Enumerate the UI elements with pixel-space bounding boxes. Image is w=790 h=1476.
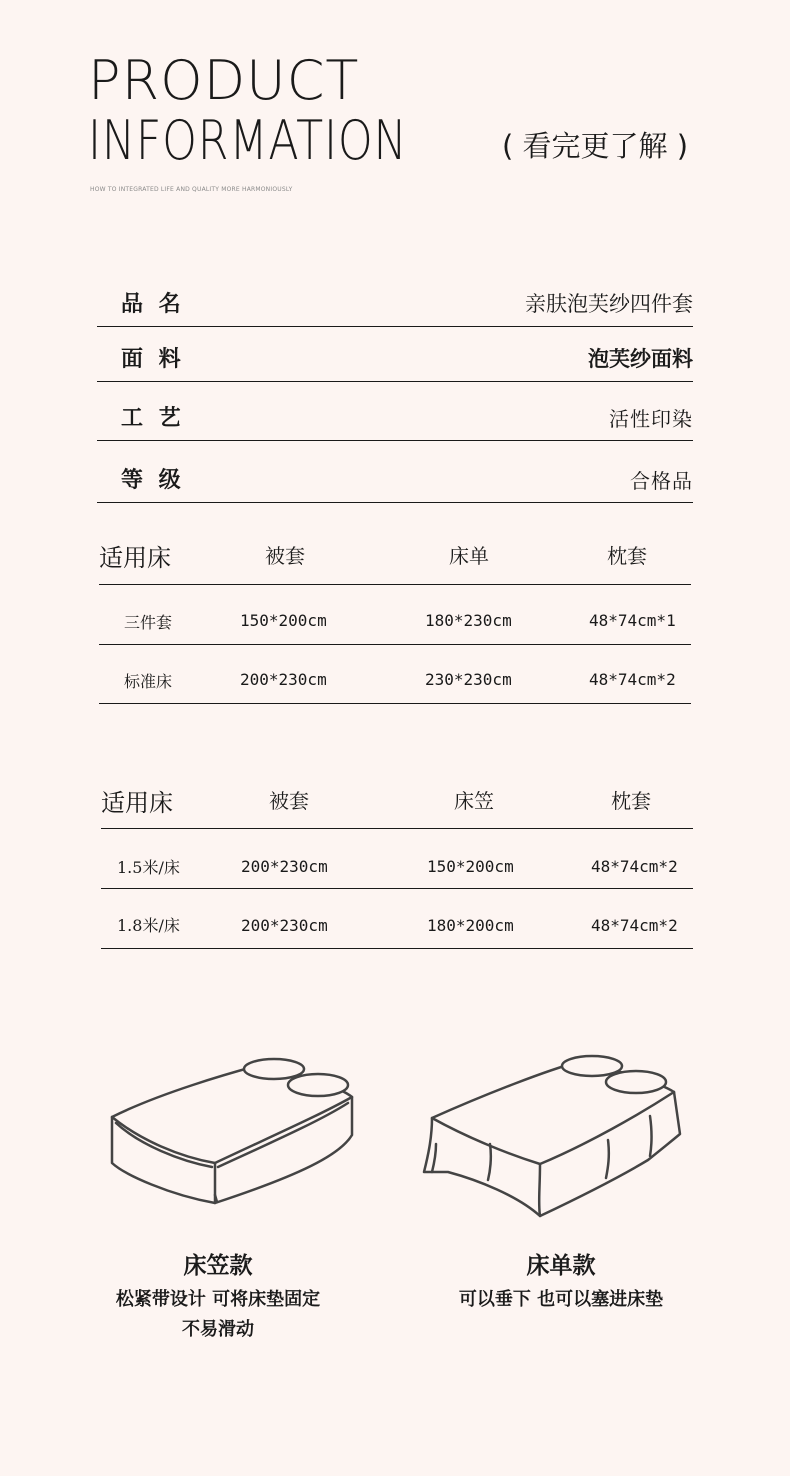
table-cell: 230*230cm	[425, 670, 512, 689]
table-divider	[99, 644, 691, 645]
table-divider	[101, 828, 693, 829]
table-header: 枕套	[607, 544, 647, 568]
table-cell: 标准床	[124, 672, 173, 691]
size-table-fitted	[101, 775, 693, 951]
table-cell: 三件套	[124, 613, 173, 632]
table-cell: 48*74cm*2	[591, 916, 678, 935]
fitted-sheet-bed-icon	[100, 1045, 370, 1215]
table-divider	[101, 888, 693, 889]
table-cell: 150*200cm	[427, 857, 514, 876]
table-header: 床单	[449, 544, 489, 568]
table-header: 被套	[265, 544, 305, 568]
info-value: 活性印染	[609, 407, 693, 431]
table-header: 适用床	[101, 789, 173, 817]
table-cell: 200*230cm	[240, 670, 327, 689]
table-header: 适用床	[99, 544, 171, 572]
info-label: 等 级	[121, 467, 185, 493]
flat-sheet-bed-icon	[418, 1048, 688, 1223]
info-value: 泡芙纱面料	[588, 346, 693, 371]
table-divider	[101, 948, 693, 949]
fitted-style-desc	[53, 1285, 383, 1345]
table-header: 枕套	[611, 789, 651, 813]
info-row-name	[97, 282, 693, 327]
table-cell: 200*230cm	[241, 916, 328, 935]
table-cell: 1.5米/床	[117, 858, 180, 877]
fitted-style-desc-line1: 松紧带设计 可将床垫固定	[115, 1289, 321, 1310]
table-cell: 200*230cm	[241, 857, 328, 876]
table-cell: 1.8米/床	[117, 916, 180, 935]
table-cell: 48*74cm*2	[589, 670, 676, 689]
size-table-sheet	[99, 530, 691, 706]
table-cell: 180*200cm	[427, 916, 514, 935]
table-header: 床笠	[454, 789, 494, 813]
info-value: 合格品	[630, 469, 693, 493]
table-divider	[99, 703, 691, 704]
title-information: INFORMATION	[88, 109, 408, 172]
info-label: 面 料	[121, 346, 185, 372]
info-row-grade	[97, 458, 693, 503]
table-divider	[99, 584, 691, 585]
info-value: 亲肤泡芙纱四件套	[525, 292, 693, 316]
fitted-style-title: 床笠款	[183, 1253, 253, 1279]
fitted-style-desc-line2: 不易滑动	[182, 1319, 254, 1340]
title-product: PRODUCT	[88, 49, 360, 112]
table-cell: 48*74cm*2	[591, 857, 678, 876]
subtitle: ( 看完更了解 )	[502, 129, 689, 163]
info-row-craft	[97, 396, 693, 441]
flat-style-desc-line1: 可以垂下 也可以塞进床垫	[458, 1289, 664, 1310]
table-cell: 150*200cm	[240, 611, 327, 630]
table-header: 被套	[269, 789, 309, 813]
info-label: 工 艺	[121, 405, 185, 431]
table-cell: 48*74cm*1	[589, 611, 676, 630]
table-cell: 180*230cm	[425, 611, 512, 630]
info-label: 品 名	[121, 291, 185, 317]
info-row-fabric	[97, 337, 693, 382]
tagline: HOW TO INTEGRATED LIFE AND QUALITY MORE HARMONIOUSLY	[90, 186, 293, 193]
flat-style-desc	[396, 1285, 726, 1315]
flat-style-title: 床单款	[526, 1253, 596, 1279]
